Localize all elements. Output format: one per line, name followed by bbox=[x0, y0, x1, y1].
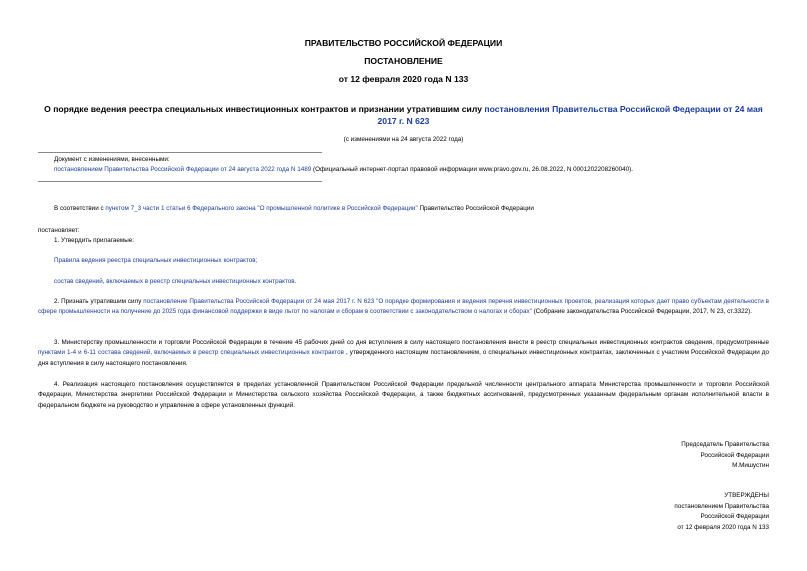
amendment-link-1489[interactable]: постановлением Правительства Российской Федерации от 24 августа 2022 года N 1489 bbox=[54, 166, 312, 173]
item-2-text-after: (Собрание законодательства Российской Федерации, 2017, N 23, ст.3322). bbox=[533, 308, 753, 316]
rules-link[interactable]: Правила ведения реестра специальных инвестиционных контрактов; bbox=[54, 257, 258, 264]
title-text: О порядке ведения реестра специальных инвестиционных контрактов и признании утратившим силу bbox=[44, 104, 482, 114]
amendment-source: (Официальный интернет-портал правовой информации www.pravo.gov.ru, 26.08.2022, N 0001202208260040). bbox=[313, 166, 634, 173]
item-3-paragraph bbox=[38, 338, 769, 369]
approval-stamp bbox=[674, 491, 769, 533]
preamble-text-before: В соответствии с bbox=[54, 205, 104, 212]
signer-position-line-2: Российской Федерации bbox=[700, 451, 769, 459]
approved-word: УТВЕРЖДЕНЫ bbox=[724, 492, 769, 499]
composition-link[interactable]: состав сведений, включаемых в реестр специальных инвестиционных контрактов. bbox=[54, 278, 297, 285]
approval-line-1: постановлением Правительства bbox=[674, 502, 769, 510]
item-2-link[interactable]: постановление Правительства Российской Федерации от 24 мая 2017 г. N 623 "О порядке формирования и ведения перечня инвестиционных проектов, реализация которых дает право субъектам деятельности в сфере промышленности на получение до 2025 года финансовой поддержки в виде льгот по налогам и сборам в соответствии с законодательством о налогах и сборах" bbox=[38, 298, 769, 316]
item-3-link[interactable]: пунктами 1-4 и 6-11 состава сведений, включаемых в реестр специальных инвестиционных контрактов bbox=[38, 349, 344, 357]
signature-block bbox=[681, 440, 769, 472]
divider-bottom bbox=[38, 181, 322, 182]
approval-date: от 12 февраля 2020 года N 133 bbox=[677, 523, 769, 531]
preamble-law-link[interactable]: пунктом 7_3 части 1 статьи 6 Федерального закона "О промышленной политике в Российской Федерации" bbox=[105, 205, 418, 212]
item-1-composition-link[interactable] bbox=[54, 277, 296, 287]
item-1-rules-link[interactable] bbox=[54, 256, 257, 266]
item-3-text-after: , утвержденного настоящим постановлением, о специальных инвестиционных контрактах, заключенных с участием Российской Федерации до дня вступления в силу настоящего постановления. bbox=[38, 349, 769, 367]
doc-type-heading: ПОСТАНОВЛЕНИЕ bbox=[364, 56, 443, 66]
amendments-label: Документ с изменениями, внесенными: bbox=[54, 156, 170, 163]
amendments-entry bbox=[54, 165, 769, 175]
signer-name: М.Мишустин bbox=[732, 462, 769, 470]
preamble-text-after: Правительство Российской Федерации bbox=[419, 205, 534, 212]
title-link-decree-623[interactable]: постановления Правительства Российской Федерации от 24 мая 2017 г. N 623 bbox=[377, 104, 763, 126]
item-2-text-before: 2. Признать утратившим силу bbox=[54, 298, 142, 305]
issuer-heading: ПРАВИТЕЛЬСТВО РОССИЙСКОЙ ФЕДЕРАЦИИ bbox=[304, 38, 503, 48]
item-2-paragraph bbox=[38, 297, 769, 318]
divider-top bbox=[38, 152, 322, 153]
resolves-word: постановляет: bbox=[38, 227, 80, 234]
item-3-text-before: 3. Министерству промышленности и торговли Российской Федерации в течение 45 рабочих дней со дня вступления в силу настоящего постановления внести в реестр специальных инвестиционных контрактов сведения, предусмотренные bbox=[54, 339, 769, 346]
doc-date-heading: от 12 февраля 2020 года N 133 bbox=[338, 74, 469, 84]
edition-note: (с изменениями на 24 августа 2022 года) bbox=[343, 136, 464, 143]
item-1-heading: 1. Утвердить прилагаемые: bbox=[54, 237, 134, 244]
preamble bbox=[54, 204, 769, 214]
signer-position-line-1: Председатель Правительства bbox=[681, 441, 769, 448]
document-title bbox=[38, 103, 769, 127]
item-4-paragraph: 4. Реализация настоящего постановления осуществляется в пределах установленной Правительством Российской Федерации предельной численности центрального аппарата Министерства промышленности и торговли Российской Федерации, Министерства энергетики Российской Федерации и Министерства сельского хозяйства Российской Федерации, а также бюджетных ассигнований, предусмотренных указанным федеральным органам исполнительной власти в федеральном бюджете на руководство и управление в сфере установленных функций. bbox=[38, 381, 769, 409]
approval-line-2: Российской Федерации bbox=[700, 513, 769, 521]
